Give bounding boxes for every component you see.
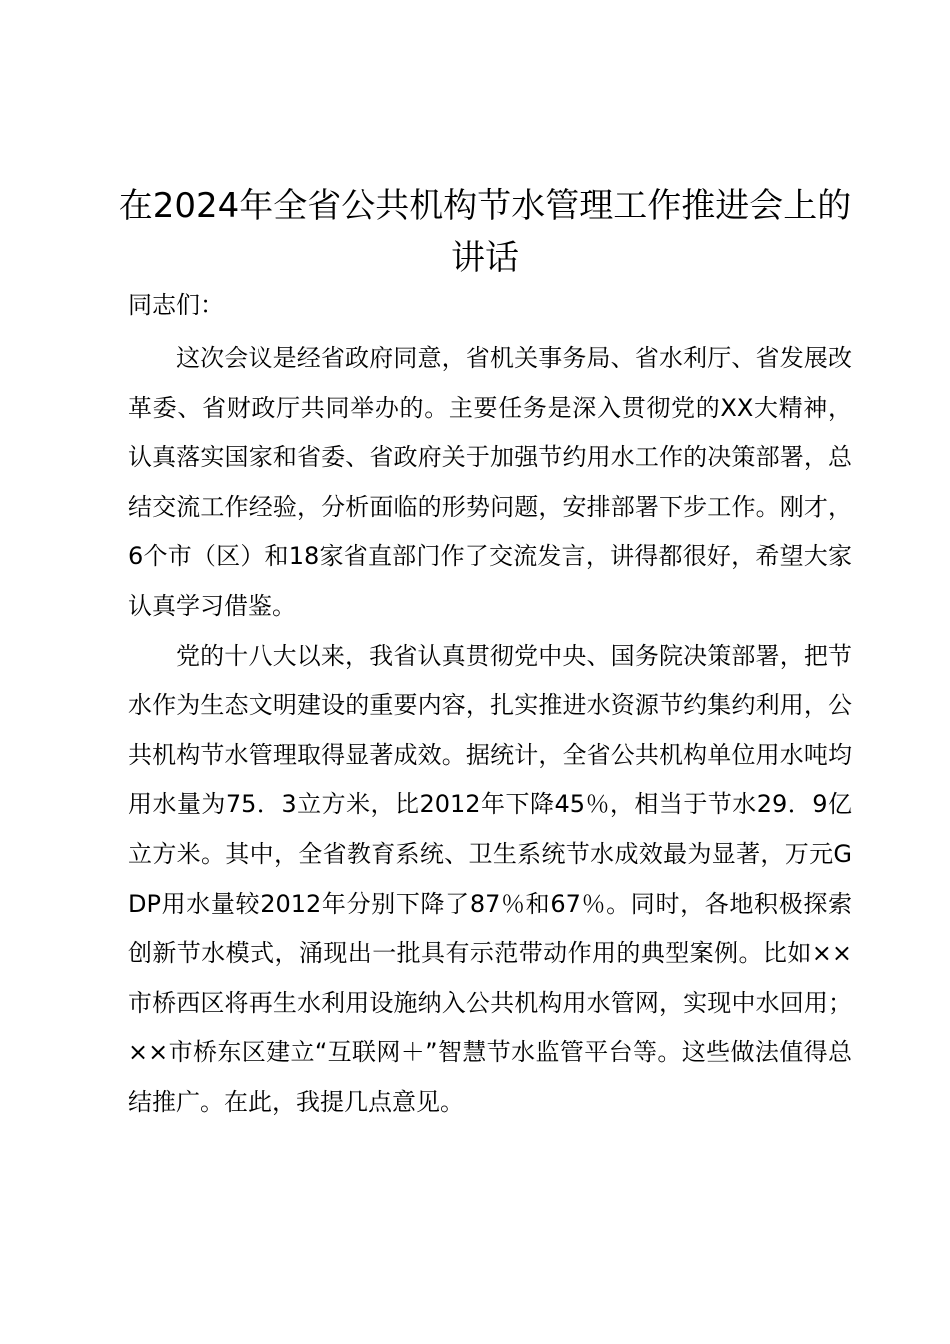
paragraph-1: 这次会议是经省政府同意，省机关事务局、省水利厅、省发展改革委、省财政厅共同举办的。主要任务是深入贯彻党的XX大精神，认真落实国家和省委、省政府关于加强节约用水工作的决策部署，总结交流工作经验，分析面临的形势问题，安排部署下步工作。刚才，6个市（区）和18家省直部门作了交流发言，讲得都很好，希望大家认真学习借鉴。	[128, 344, 852, 620]
document-title: 在2024年全省公共机构节水管理工作推进会上的讲话	[118, 186, 852, 278]
greeting: 同志们：	[128, 291, 224, 319]
document-body	[128, 334, 852, 1128]
paragraph-2: 党的十八大以来，我省认真贯彻党中央、国务院决策部署，把节水作为生态文明建设的重要内容，扎实推进水资源节约集约利用，公共机构节水管理取得显著成效。据统计，全省公共机构单位用水吨均用水量为75．3立方米，比2012年下降45％，相当于节水29．9亿立方米。其中，全省教育系统、卫生系统节水成效最为显著，万元GDP用水量较2012年分别下降了87％和67％。同时，各地积极探索创新节水模式，涌现出一批具有示范带动作用的典型案例。比如××市桥西区将再生水利用设施纳入公共机构用水管网，实现中水回用；××市桥东区建立“互联网＋”智慧节水监管平台等。这些做法值得总结推广。在此，我提几点意见。	[128, 641, 852, 1116]
